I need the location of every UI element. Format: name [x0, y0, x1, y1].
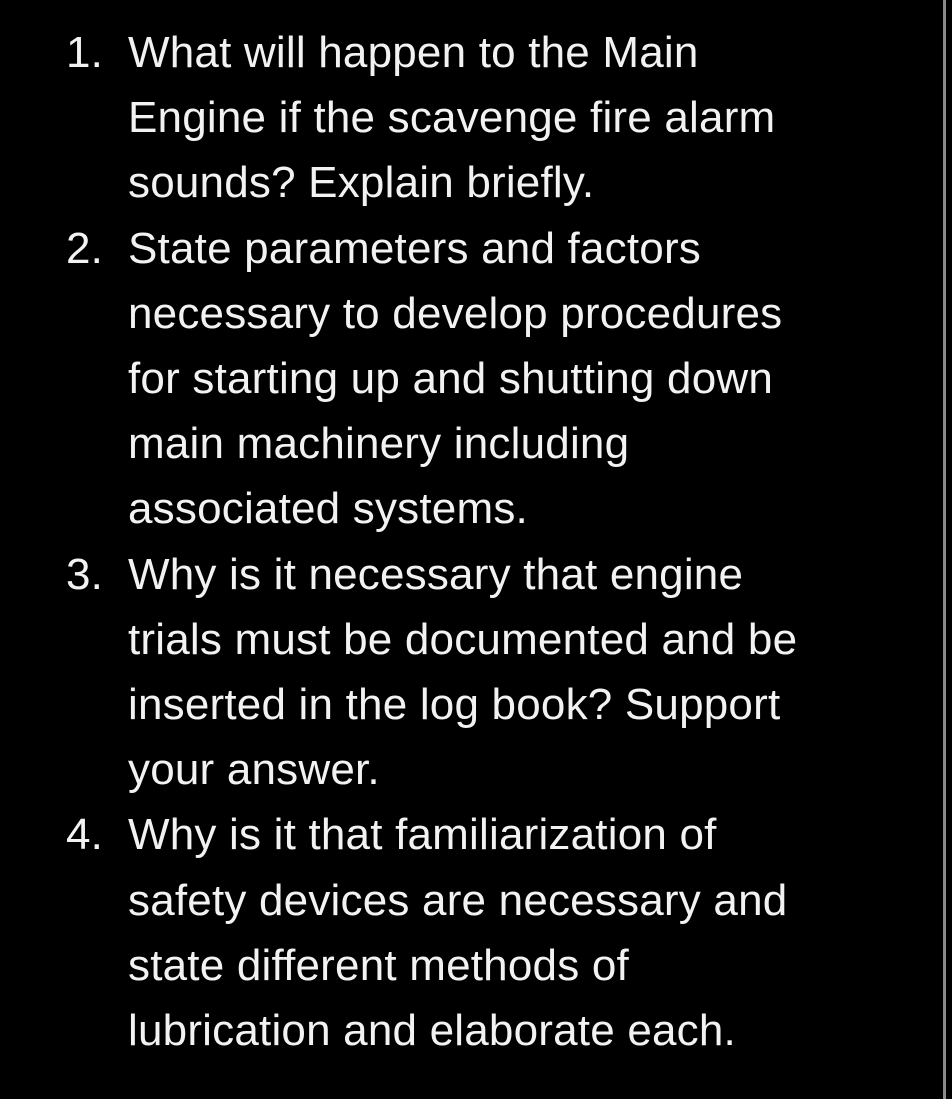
question-text-line: trials must be documented and be: [128, 614, 798, 664]
question-text-line: main machinery including: [128, 419, 630, 469]
question-number: 2.: [66, 223, 104, 273]
question-text-line: state different methods of: [128, 940, 629, 990]
question-text-line: your answer.: [128, 745, 380, 795]
question-text-line: for starting up and shutting down: [128, 354, 774, 404]
scrollbar[interactable]: [938, 0, 952, 1099]
question-text-line: lubrication and elaborate each.: [128, 1006, 736, 1056]
question-item-2: [0, 216, 900, 542]
question-text-line: Why is it necessary that engine: [128, 549, 744, 599]
question-item-3: [0, 542, 900, 803]
question-text-line: necessary to develop procedures: [128, 288, 783, 338]
question-item-1: [0, 20, 900, 216]
question-text-line: State parameters and factors: [128, 223, 702, 273]
question-number: 3.: [66, 549, 104, 599]
scrollbar-thumb[interactable]: [943, 0, 946, 1099]
question-list: [0, 20, 900, 1063]
question-text-line: safety devices are necessary and: [128, 875, 788, 925]
question-text-line: associated systems.: [128, 484, 528, 534]
question-text-line: sounds? Explain briefly.: [128, 158, 595, 208]
question-item-4: [0, 802, 900, 1063]
question-text-line: What will happen to the Main: [128, 28, 699, 77]
question-text-line: inserted in the log book? Support: [128, 680, 781, 730]
question-text-line: Why is it that familiarization of: [128, 810, 717, 860]
question-number: 1.: [66, 28, 104, 77]
question-text-line: Engine if the scavenge fire alarm: [128, 93, 776, 143]
question-number: 4.: [66, 810, 104, 860]
